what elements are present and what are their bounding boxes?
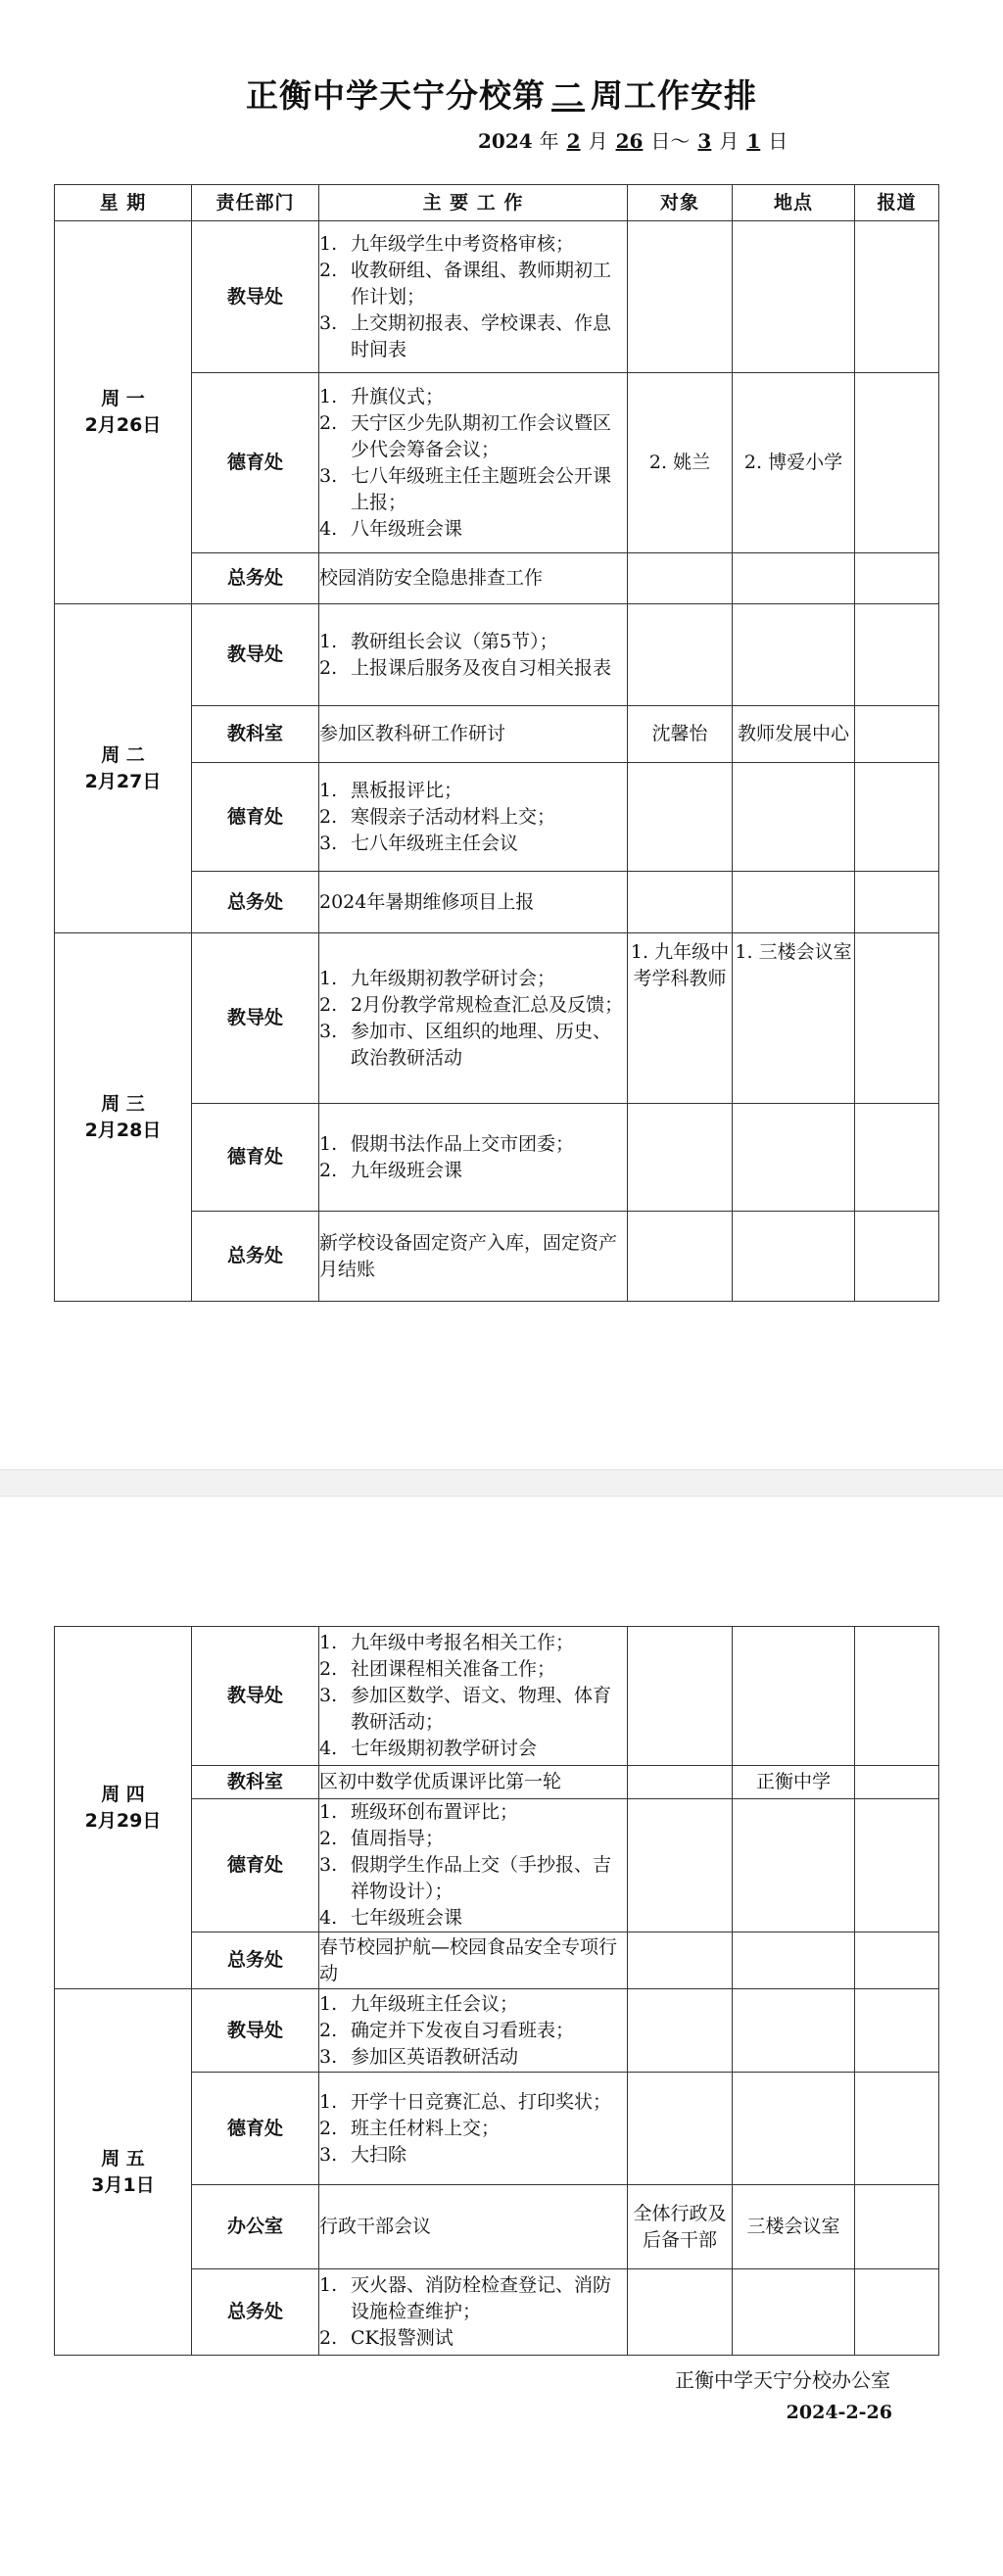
title-prefix: 正衡中学天宁分校第: [246, 76, 546, 115]
day-cell-mon: [55, 221, 192, 604]
place-cell: [733, 553, 855, 604]
report-cell: [855, 706, 939, 763]
table-row: [55, 604, 939, 706]
dept-cell: 德育处: [192, 763, 319, 872]
work-item: 3. 七八年级班主任会议: [319, 832, 519, 854]
day-cell-fri: [55, 1989, 192, 2356]
day-date: 2月27日: [84, 770, 162, 792]
day-label: 日～: [650, 129, 691, 153]
work-item: 1. 灭火器、消防栓检查登记、消防设施检查维护；: [319, 2274, 612, 2322]
report-cell: [855, 1766, 939, 1799]
week-number: 二: [551, 76, 585, 115]
work-item: 2. 收教研组、备课组、教师期初工作计划；: [319, 259, 612, 308]
report-cell: [855, 373, 939, 553]
date-range: [478, 125, 788, 154]
dept-cell: 教导处: [192, 604, 319, 706]
col-header-place: 地点: [733, 185, 855, 221]
report-cell: [855, 1212, 939, 1302]
work-item: 1. 九年级学生中考资格审核；: [319, 232, 575, 255]
day-name: 周 三: [101, 1092, 145, 1115]
place-cell: [733, 1104, 855, 1212]
dept-cell: 总务处: [192, 1932, 319, 1989]
table-row: [55, 933, 939, 1104]
place-cell: [733, 872, 855, 933]
place-cell: [733, 604, 855, 706]
dept-cell: 德育处: [192, 373, 319, 553]
dept-cell: 教导处: [192, 933, 319, 1104]
report-cell: [855, 2185, 939, 2269]
place-cell: [733, 1212, 855, 1302]
dept-cell: 总务处: [192, 1212, 319, 1302]
place-cell: 教师发展中心: [733, 706, 855, 763]
target-cell: 全体行政及后备干部: [628, 2185, 733, 2269]
place-cell: 2. 博爱小学: [733, 373, 855, 553]
report-cell: [855, 553, 939, 604]
day-date: 2月29日: [84, 1809, 162, 1832]
issuer-office: 正衡中学天宁分校办公室: [675, 2368, 890, 2392]
target-cell: [628, 1932, 733, 1989]
work-cell: [319, 1627, 628, 1766]
target-cell: [628, 1104, 733, 1212]
target-cell: [628, 763, 733, 872]
place-cell: 正衡中学: [733, 1766, 855, 1799]
year-label: 年: [539, 129, 559, 153]
dept-cell: 教科室: [192, 706, 319, 763]
work-cell: [319, 604, 628, 706]
place-cell: [733, 763, 855, 872]
day-cell-tue: [55, 604, 192, 933]
dept-cell: 总务处: [192, 872, 319, 933]
work-cell: [319, 221, 628, 373]
day-date: 2月26日: [84, 414, 162, 436]
work-cell: 2024年暑期维修项目上报: [319, 872, 628, 933]
report-cell: [855, 872, 939, 933]
target-cell: [628, 872, 733, 933]
dept-cell: 教科室: [192, 1766, 319, 1799]
work-item: 1. 升旗仪式；: [319, 385, 445, 407]
work-cell: [319, 763, 628, 872]
schedule-table-page1: [54, 184, 939, 1302]
work-item: 3. 大扫除: [319, 2143, 407, 2166]
place-cell: [733, 221, 855, 373]
target-cell: [628, 553, 733, 604]
report-cell: [855, 1932, 939, 1989]
target-cell: 沈馨怡: [628, 706, 733, 763]
table-row: [55, 1627, 939, 1766]
work-cell: [319, 373, 628, 553]
work-item: 1. 九年级班主任会议；: [319, 1992, 519, 2015]
work-item: 2. 确定并下发夜自习看班表；: [319, 2019, 575, 2041]
target-cell: [628, 604, 733, 706]
dept-cell: 办公室: [192, 2185, 319, 2269]
start-month: 2: [566, 129, 581, 153]
work-item: 1. 班级环创布置评比；: [319, 1801, 519, 1823]
report-cell: [855, 2269, 939, 2356]
work-cell: [319, 1799, 628, 1932]
report-cell: [855, 221, 939, 373]
place-cell: [733, 1932, 855, 1989]
work-cell: [319, 2269, 628, 2356]
target-cell: [628, 1989, 733, 2073]
dept-cell: 总务处: [192, 2269, 319, 2356]
dept-cell: 教导处: [192, 221, 319, 373]
work-item: 1. 开学十日竞赛汇总、打印奖状；: [319, 2090, 612, 2113]
work-cell: 区初中数学优质课评比第一轮: [319, 1766, 628, 1799]
month-label: 月: [588, 129, 608, 153]
work-item: 2. CK报警测试: [319, 2327, 454, 2349]
work-item: 2. 上报课后服务及夜自习相关报表: [319, 656, 612, 679]
target-cell: 2. 姚兰: [628, 373, 733, 553]
col-header-day: 星 期: [55, 185, 192, 221]
year: 2024: [478, 129, 533, 153]
work-cell: 新学校设备固定资产入库，固定资产月结账: [319, 1212, 628, 1302]
target-cell: [628, 1627, 733, 1766]
work-cell: 参加区教科研工作研讨: [319, 706, 628, 763]
work-item: 3. 参加市、区组织的地理、历史、政治教研活动: [319, 1020, 612, 1069]
work-item: 1. 九年级中考报名相关工作；: [319, 1632, 575, 1653]
work-item: 3. 假期学生作品上交（手抄报、吉祥物设计）；: [319, 1854, 612, 1902]
dept-cell: 德育处: [192, 1799, 319, 1932]
work-cell: [319, 1104, 628, 1212]
report-cell: [855, 2073, 939, 2185]
month-label: 月: [719, 129, 740, 153]
table-header-row: [55, 185, 939, 221]
day-name: 周 一: [101, 388, 145, 409]
start-day: 26: [615, 129, 644, 153]
work-item: 1. 假期书法作品上交市团委；: [319, 1132, 575, 1155]
place-cell: [733, 2269, 855, 2356]
target-cell: [628, 1799, 733, 1932]
work-item: 2. 班主任材料上交；: [319, 2117, 501, 2139]
place-cell: 三楼会议室: [733, 2185, 855, 2269]
target-cell: [628, 221, 733, 373]
place-cell: [733, 2073, 855, 2185]
schedule-table-page2: [54, 1626, 939, 2356]
day-label: 日: [768, 129, 788, 153]
work-cell: 校园消防安全隐患排查工作: [319, 553, 628, 604]
page-title: [0, 71, 1003, 117]
report-cell: [855, 1104, 939, 1212]
work-item: 2. 寒假亲子活动材料上交；: [319, 805, 556, 828]
day-date: 2月28日: [84, 1119, 162, 1141]
issue-date: 2024-2-26: [786, 2402, 892, 2423]
work-cell: [319, 933, 628, 1104]
target-cell: [628, 2073, 733, 2185]
col-header-report: 报道: [855, 185, 939, 221]
work-item: 1. 教研组长会议（第5节）；: [319, 630, 558, 652]
table-row: [55, 221, 939, 373]
report-cell: [855, 604, 939, 706]
work-cell: 春节校园护航—校园食品安全专项行动: [319, 1932, 628, 1989]
report-cell: [855, 933, 939, 1104]
target-cell: 1. 九年级中考学科教师: [628, 933, 733, 1104]
end-month: 3: [697, 129, 712, 153]
work-item: 3. 七八年级班主任主题班会公开课上报；: [319, 464, 612, 513]
day-name: 周 五: [101, 2147, 145, 2170]
target-cell: [628, 2269, 733, 2356]
dept-cell: 总务处: [192, 553, 319, 604]
page-separator: [0, 1469, 1003, 1497]
work-cell: [319, 1989, 628, 2073]
dept-cell: 教导处: [192, 1989, 319, 2073]
work-item: 1. 九年级期初教学研讨会；: [319, 967, 556, 989]
dept-cell: 德育处: [192, 1104, 319, 1212]
place-cell: 1. 三楼会议室: [733, 933, 855, 1104]
report-cell: [855, 763, 939, 872]
work-item: 2. 2月份教学常规检查汇总及反馈；: [319, 993, 624, 1016]
work-item: 1. 黑板报评比；: [319, 779, 463, 801]
work-item: 4. 七年级班会课: [319, 1907, 463, 1929]
place-cell: [733, 1627, 855, 1766]
dept-cell: 教导处: [192, 1627, 319, 1766]
work-item: 3. 参加区英语教研活动: [319, 2045, 519, 2068]
place-cell: [733, 1799, 855, 1932]
work-item: 2. 九年级班会课: [319, 1159, 463, 1181]
work-item: 2. 社团课程相关准备工作；: [319, 1658, 556, 1680]
day-cell-thu: [55, 1627, 192, 1989]
day-name: 周 四: [101, 1783, 145, 1805]
day-name: 周 二: [101, 743, 145, 766]
title-suffix: 周工作安排: [591, 76, 757, 115]
target-cell: [628, 1212, 733, 1302]
col-header-dept: 责任部门: [192, 185, 319, 221]
work-item: 3. 上交期初报表、学校课表、作息时间表: [319, 311, 612, 360]
day-cell-wed: [55, 933, 192, 1302]
work-item: 4. 七年级期初教学研讨会: [319, 1738, 538, 1759]
place-cell: [733, 1989, 855, 2073]
col-header-work: 主 要 工 作: [319, 185, 628, 221]
work-item: 2. 天宁区少先队期初工作会议暨区少代会筹备会议；: [319, 411, 612, 460]
work-item: 4. 八年级班会课: [319, 517, 463, 540]
day-date: 3月1日: [91, 2173, 155, 2196]
report-cell: [855, 1989, 939, 2073]
work-cell: [319, 2073, 628, 2185]
work-item: 3. 参加区数学、语文、物理、体育教研活动；: [319, 1685, 612, 1733]
report-cell: [855, 1799, 939, 1932]
work-item: 2. 值周指导；: [319, 1828, 445, 1849]
report-cell: [855, 1627, 939, 1766]
work-cell: 行政干部会议: [319, 2185, 628, 2269]
table-row: [55, 1989, 939, 2073]
dept-cell: 德育处: [192, 2073, 319, 2185]
target-cell: [628, 1766, 733, 1799]
col-header-target: 对象: [628, 185, 733, 221]
end-day: 1: [746, 129, 761, 153]
